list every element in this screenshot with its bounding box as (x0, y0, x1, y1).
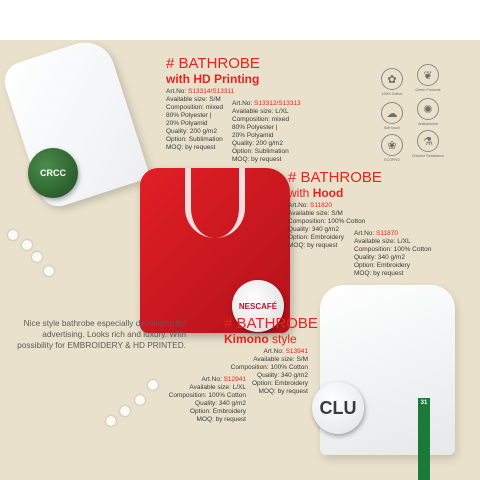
article-details: Art.No: S13312/S13313 Available size: L/XL Composition: mixed 80% Polyester | 20% Polyamid Quality: 200 g/m2 Option: Sublimation MOQ: by request (232, 100, 301, 163)
feature-soft: ☁ Soft touch (372, 102, 412, 130)
antibacterial-icon: ✺ (417, 98, 439, 120)
cotton-flower-decoration (44, 266, 54, 276)
product-title: # BATHROBE (288, 169, 382, 186)
product-subtitle: Kimono style (224, 332, 297, 346)
cotton-boll-icon: ✿ (381, 68, 403, 90)
article-number: S13314/S13311 (188, 88, 235, 95)
product-subtitle: with HD Printing (166, 72, 260, 86)
product-title: # BATHROBE (166, 55, 260, 72)
white-bathrobe-image (0, 40, 150, 211)
product-hd-printing (166, 56, 260, 86)
page-accent-bar (418, 398, 430, 480)
feature-cotton: ✿ 100% Cotton (372, 68, 412, 96)
product-hood (288, 170, 382, 200)
product-title: # BATHROBE (224, 315, 318, 332)
chlorine-resistance-icon: ⚗ (417, 130, 439, 152)
feature-ecopro: ❀ ECOPRO (372, 134, 412, 162)
soft-touch-icon: ☁ (381, 102, 403, 124)
cotton-flower-decoration (120, 406, 130, 416)
cotton-flower-decoration (32, 252, 42, 262)
cotton-flower-decoration (148, 380, 158, 390)
article-number: S11820 (310, 202, 332, 209)
cotton-flower-decoration (22, 240, 32, 250)
article-details: Art.No: S13941 Available size: S/M Composition: 100% Cotton Quality: 340 g/m2 Option: Embroidery MOQ: by request (230, 348, 308, 395)
cotton-flower-decoration (135, 395, 145, 405)
article-number: S13941 (285, 348, 308, 355)
article-number: S13312/S13313 (254, 100, 301, 107)
catalog-page (0, 40, 480, 480)
product-kimono (224, 316, 318, 346)
cotton-flower-decoration (106, 416, 116, 426)
article-details: Art.No: S11870 Available size: L/XL Composition: 100% Cotton Quality: 340 g/m2 Option: Embroidery MOQ: by request (354, 230, 432, 277)
feature-chlorine: ⚗ Chlorine Resistance (408, 130, 448, 158)
leaf-icon: ❦ (417, 64, 439, 86)
ecopro-icon: ❀ (381, 134, 403, 156)
clu-logo-badge: CLU (312, 382, 364, 434)
product-description: Nice style bathrobe especially developed for advertising. Looks rich and luxury. With possibility for EMBROIDERY & HD PRINTED. (17, 318, 186, 350)
article-number: S12941 (223, 376, 246, 383)
article-details: Art.No: S11820 Available size: S/M Composition: 100% Cotton Quality: 340 g/m2 Option: Embroidery MOQ: by request (288, 202, 366, 249)
page-number: 31 (420, 400, 428, 406)
article-number: S11870 (376, 230, 398, 237)
article-details: Art.No: S12941 Available size: L/XL Composition: 100% Cotton Quality: 340 g/m2 Option: Embroidery MOQ: by request (168, 376, 246, 423)
robe-collar (185, 168, 245, 238)
article-details: Art.No: S13314/S13311 Available size: S/M Composition: mixed 80% Polyester | 20% Polyamid Quality: 200 g/m2 Option: Sublimation MOQ: by request (166, 88, 235, 151)
crcc-logo-badge: CRCC (28, 148, 78, 198)
product-subtitle: with Hood (288, 186, 344, 200)
nescafe-logo-badge: NESCAFÉ (232, 280, 284, 332)
cotton-flower-decoration (8, 230, 18, 240)
feature-antibacterial: ✺ Antibacterial (408, 98, 448, 126)
feature-green: ❦ Green Products (408, 64, 448, 92)
